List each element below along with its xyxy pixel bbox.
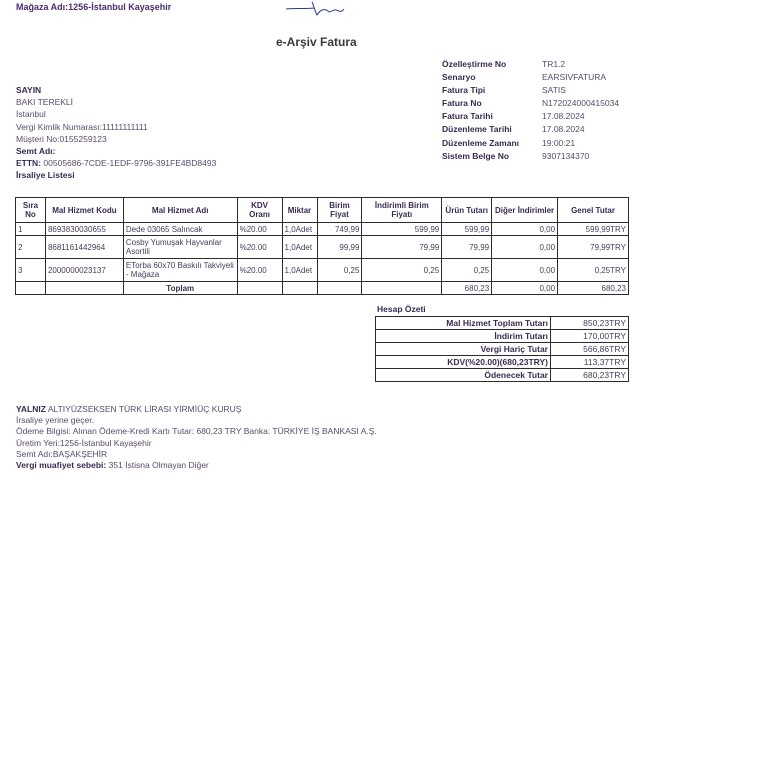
summary-key: Mal Hizmet Toplam Tutarı [376, 317, 551, 330]
table-total-row [16, 282, 629, 295]
yalniz-label: YALNIZ [16, 404, 46, 414]
exemption-label: Vergi muafiyet sebebi: [16, 460, 107, 471]
summary-value: 113,37TRY [551, 356, 629, 369]
meta-value: TR1.2 [542, 59, 566, 69]
customer-block [16, 84, 216, 182]
meta-row [442, 71, 619, 84]
table-cell: 749,99 [317, 223, 362, 236]
column-header: Sıra No [16, 198, 46, 223]
summary-value: 566,86TRY [551, 343, 629, 356]
table-cell: 0,00 [492, 223, 558, 236]
meta-row [442, 137, 619, 150]
meta-row [442, 58, 619, 71]
meta-value: 17.08.2024 [542, 124, 585, 135]
table-cell: 0,00 [492, 259, 558, 282]
table-cell [16, 282, 46, 295]
meta-row [442, 110, 619, 123]
district: Semt Adı:BAŞAKŞEHİR [16, 448, 108, 459]
meta-key: Fatura No [442, 98, 482, 109]
summary-title: Hesap Özeti [377, 304, 426, 314]
table-cell: 599,99 [362, 223, 442, 236]
payment-info: Ödeme Bilgisi: Alınan Ödeme-Kredi Kartı Tutar: 680,23 TRY Banka: TÜRKİYE İŞ BANKASI A.Ş. [16, 426, 377, 437]
items-table [15, 197, 629, 295]
invoice-meta [442, 58, 619, 163]
table-cell: 1,0Adet [282, 223, 317, 236]
meta-key: Sistem Belge No [442, 150, 510, 161]
table-row [16, 236, 629, 259]
table-cell: ETorba 60x70 Baskılı Takviyeli - Mağaza [123, 259, 237, 282]
column-header: Miktar [282, 198, 317, 223]
table-cell: 0,25TRY [558, 259, 629, 282]
summary-key: Vergi Hariç Tutar [376, 343, 551, 356]
column-header: Genel Tutar [558, 198, 629, 223]
meta-key: Düzenleme Zamanı [442, 137, 519, 148]
column-header: Mal Hizmet Adı [123, 198, 237, 223]
signature-image [284, 0, 348, 18]
table-cell: 2 [16, 236, 46, 259]
ettn-line [16, 157, 216, 169]
table-cell: 1 [16, 223, 46, 236]
table-cell: 2000000023137 [45, 259, 123, 282]
table-cell: 3 [16, 259, 46, 282]
table-cell: %20.00 [237, 236, 282, 259]
table-cell [282, 282, 317, 295]
summary-key: İndirim Tutarı [376, 330, 551, 343]
table-cell: 0,25 [362, 259, 442, 282]
column-header: Diğer İndirimler [492, 198, 558, 223]
summary-key: Ödenecek Tutar [376, 369, 551, 382]
table-cell: Dede 03065 Salıncak [123, 223, 237, 236]
ettn-value: 00505686-7CDE-1EDF-9796-391FE4BD8493 [43, 158, 217, 169]
total-genel: 680,23 [558, 282, 629, 295]
summary-row [376, 343, 629, 356]
waybill-list-label: İrsaliye Listesi [16, 170, 75, 181]
customer-city: İstanbul [16, 109, 46, 120]
customer-number: Müşteri No:0155259123 [16, 133, 107, 144]
meta-key: Fatura Tarihi [442, 111, 493, 122]
column-header: Ürün Tutarı [442, 198, 492, 223]
meta-row [442, 150, 619, 163]
summary-row [376, 317, 629, 330]
table-cell [362, 282, 442, 295]
customer-tax-id: Vergi Kimlik Numarası:11111111111 [16, 121, 148, 132]
meta-value: 17.08.2024 [542, 111, 585, 122]
table-header-row [16, 198, 629, 223]
customer-name: BAKI TEREKLİ [16, 97, 74, 108]
table-cell: 1,0Adet [282, 236, 317, 259]
column-header: KDV Oranı [237, 198, 282, 223]
document-title: e-Arşiv Fatura [276, 35, 357, 49]
exemption-value: 351 İstisna Olmayan Diğer [108, 460, 209, 471]
table-cell: %20.00 [237, 259, 282, 282]
column-header: İndirimli Birim Fiyatı [362, 198, 442, 223]
tax-exemption [16, 460, 377, 471]
district-label: Semt Adı: [16, 146, 56, 157]
table-cell: 8693830030655 [45, 223, 123, 236]
summary-value: 850,23TRY [551, 317, 629, 330]
table-cell: 79,99 [442, 236, 492, 259]
summary-value: 170,00TRY [551, 330, 629, 343]
ettn-label: ETTN: [16, 158, 42, 169]
table-cell: 0,25 [317, 259, 362, 282]
table-cell: Cosby Yumuşak Hayvanlar Asortili [123, 236, 237, 259]
meta-key: Senaryo [442, 72, 476, 83]
summary-row [376, 356, 629, 369]
summary-row [376, 330, 629, 343]
table-cell [237, 282, 282, 295]
table-cell [317, 282, 362, 295]
summary-row [376, 369, 629, 382]
meta-key: Özelleştirme No [442, 59, 507, 69]
table-cell: 0,00 [492, 236, 558, 259]
meta-value: EARSIVFATURA [542, 72, 607, 83]
summary-key: KDV(%20.00)(680,23TRY) [376, 356, 551, 369]
meta-value: 9307134370 [542, 150, 590, 161]
total-urun: 680,23 [442, 282, 492, 295]
meta-key: Fatura Tipi [442, 85, 486, 96]
table-cell: 1,0Adet [282, 259, 317, 282]
meta-row [442, 123, 619, 136]
meta-row [442, 97, 619, 110]
amount-in-words [16, 404, 377, 415]
meta-row [442, 84, 619, 97]
table-row [16, 259, 629, 282]
table-cell: 599,99 [442, 223, 492, 236]
footer-notes [16, 404, 377, 471]
total-diger: 0,00 [492, 282, 558, 295]
summary-value: 680,23TRY [551, 369, 629, 382]
column-header: Birim Fiyat [317, 198, 362, 223]
table-cell: 79,99TRY [558, 236, 629, 259]
table-row [16, 223, 629, 236]
production-place: Üretim Yeri:1256-İstanbul Kayaşehir [16, 437, 152, 448]
store-name: Mağaza Adı:1256-İstanbul Kayaşehir [16, 2, 172, 12]
summary-table [375, 316, 629, 382]
amount-words: ALTIYÜZSEKSEN TÜRK LİRASI YİRMİÜÇ KURUŞ [47, 404, 242, 414]
meta-value: N172024000415034 [542, 98, 620, 109]
table-cell: %20.00 [237, 223, 282, 236]
customer-label: SAYIN [16, 85, 42, 95]
table-cell: 99,99 [317, 236, 362, 259]
table-cell: 599,99TRY [558, 223, 629, 236]
table-cell: 0,25 [442, 259, 492, 282]
meta-value: 19:00:21 [542, 137, 576, 148]
table-cell: 79,99 [362, 236, 442, 259]
meta-key: Düzenleme Tarihi [442, 124, 512, 135]
column-header: Mal Hizmet Kodu [45, 198, 123, 223]
table-cell: 8681161442964 [45, 236, 123, 259]
meta-value: SATIS [542, 85, 566, 96]
total-label: Toplam [123, 282, 237, 295]
table-cell [45, 282, 123, 295]
waybill-note: İrsaliye yerine geçer. [16, 415, 94, 426]
